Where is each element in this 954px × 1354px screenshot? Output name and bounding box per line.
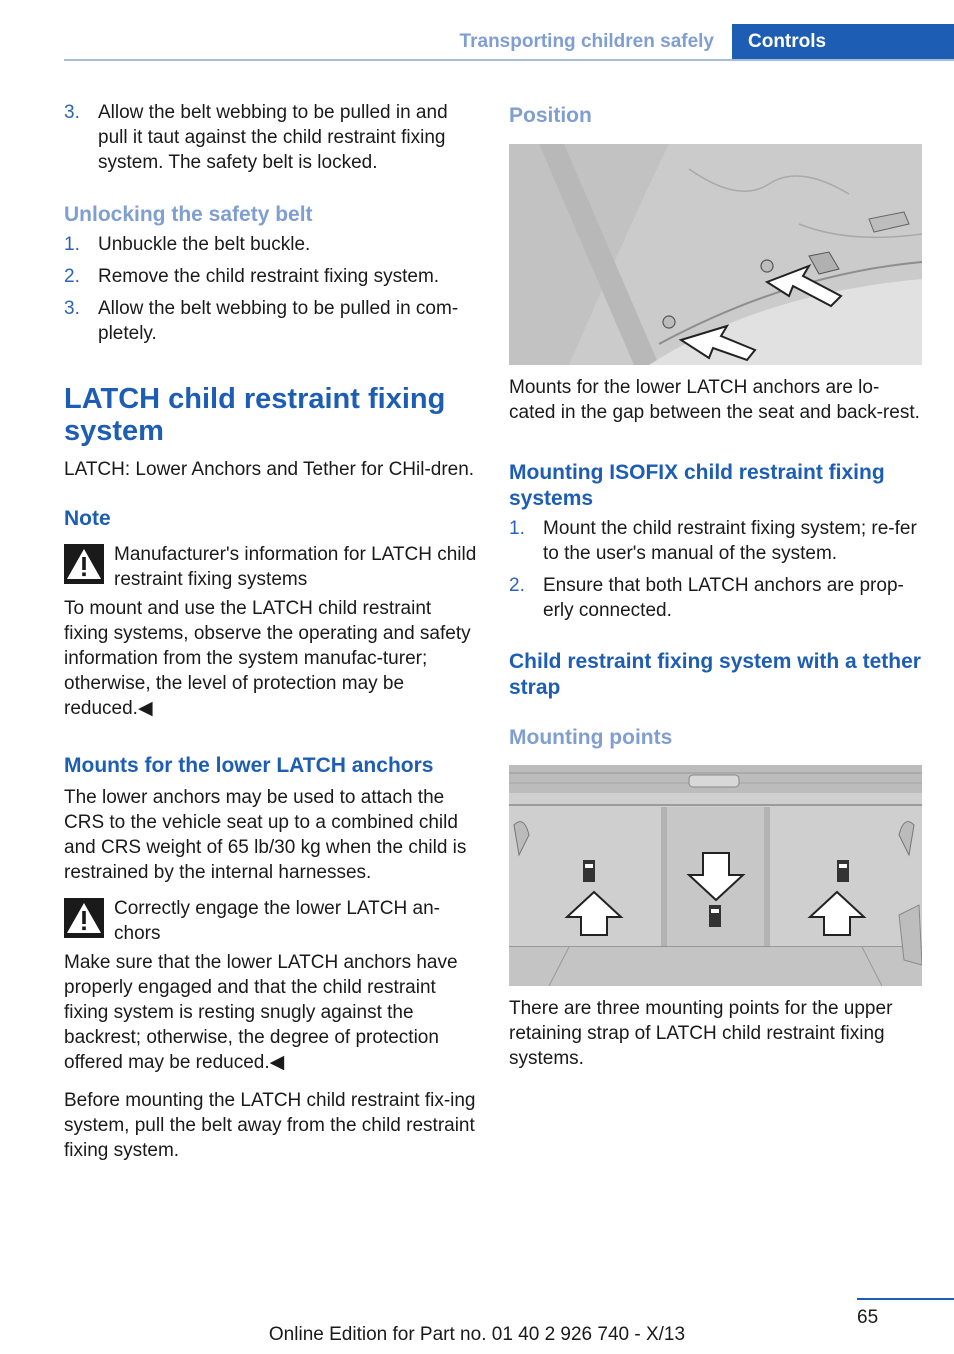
seat-gap-illustration bbox=[509, 144, 922, 365]
mounting-points-illustration bbox=[509, 765, 922, 986]
lock-steps-continued bbox=[64, 100, 478, 175]
unlock-heading: Unlocking the safety belt bbox=[64, 203, 313, 226]
latch-intro: LATCH: Lower Anchors and Tether for CHil‐dren. bbox=[64, 459, 475, 480]
unlock-steps bbox=[64, 232, 478, 346]
note-heading: Note bbox=[64, 507, 111, 530]
latch-heading: LATCH child restraint fixing system bbox=[64, 383, 446, 447]
footer-edition: Online Edition for Part no. 01 40 2 926 740 - X/13 bbox=[268, 1324, 686, 1345]
mounting-points-caption: There are three mounting points for the upper retaining strap of LATCH child restraint fixing systems. bbox=[509, 998, 893, 1069]
mounts-body: The lower anchors may be used to attach the CRS to the vehicle seat up to a combined child and CRS weight of 65 lb/30 kg when the child is restrained by the internal harnesses. bbox=[64, 787, 467, 883]
mounting-points-heading: Mounting points bbox=[509, 726, 673, 749]
cargo-area-image bbox=[509, 765, 922, 986]
list-item: 1. Unbuckle the belt buckle. bbox=[64, 234, 311, 255]
engage-warning: Correctly engage the lower LATCH an‐chors bbox=[64, 896, 478, 946]
isofix-heading: Mounting ISOFIX child restraint fixing systems bbox=[509, 461, 885, 510]
position-heading: Position bbox=[509, 104, 592, 127]
list-item: 2. Remove the child restraint fixing system. bbox=[64, 266, 440, 287]
list-item: 3. Allow the belt webbing to be pulled in and pull it taut against the child restraint fixing system. The safety belt is locked. bbox=[64, 102, 448, 173]
note-body: To mount and use the LATCH child restraint fixing systems, observe the operating and safety information from the system manufac‐turer; otherwise, the level of protection may be reduced.◀ bbox=[64, 598, 471, 719]
header-section-title: Transporting children safely bbox=[459, 31, 714, 52]
mounts-heading: Mounts for the lower LATCH anchors bbox=[64, 754, 434, 777]
rear-seat-image bbox=[509, 144, 922, 365]
warning-triangle-icon bbox=[64, 544, 104, 584]
list-item: 2. Ensure that both LATCH anchors are prop‐erly connected. bbox=[509, 575, 904, 621]
before-body: Before mounting the LATCH child restraint fix‐ing system, pull the belt away from the child restraint fixing system. bbox=[64, 1090, 476, 1161]
list-item: 1. Mount the child restraint fixing system; re‐fer to the user's manual of the system. bbox=[509, 518, 917, 564]
footer-divider bbox=[857, 1298, 954, 1300]
note-warning: Manufacturer's information for LATCH child restraint fixing systems bbox=[64, 542, 478, 592]
header-chapter-tab: Controls bbox=[732, 24, 954, 61]
list-item: 3. Allow the belt webbing to be pulled in com‐pletely. bbox=[64, 298, 459, 344]
left-column bbox=[64, 100, 478, 1163]
engage-body: Make sure that the lower LATCH anchors have properly engaged and that the child restraint fixing system is resting snugly against the backrest; otherwise, the degree of protection offered may be reduced.◀ bbox=[64, 952, 458, 1073]
tether-heading: Child restraint fixing system with a tether strap bbox=[509, 650, 921, 699]
right-column bbox=[509, 100, 923, 1071]
page-number: 65 bbox=[857, 1307, 879, 1328]
isofix-steps bbox=[509, 516, 923, 623]
position-caption: Mounts for the lower LATCH anchors are lo‐cated in the gap between the seat and back‐rest. bbox=[509, 377, 920, 423]
warning-triangle-icon bbox=[64, 898, 104, 938]
header-divider bbox=[64, 59, 954, 61]
